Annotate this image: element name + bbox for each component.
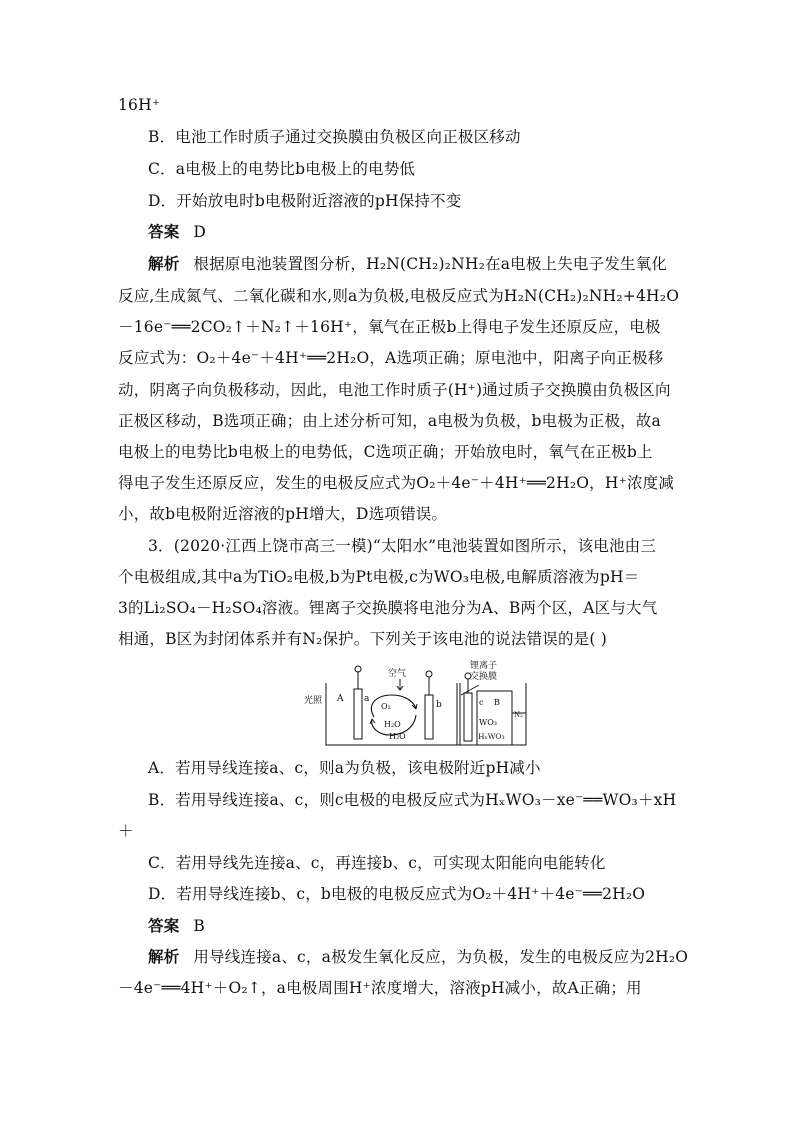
label-electrode-c: c — [479, 698, 484, 707]
explanation-label: 解析 — [148, 254, 180, 273]
label-hxwo3: HₓWO₃ — [478, 732, 505, 741]
option-b-continuation: ＋ — [118, 822, 134, 840]
explanation-text: 得电子发生还原反应，发生的电极反应式为O₂＋4e⁻＋4H⁺══2H₂O，H⁺浓度减 — [118, 474, 675, 492]
battery-diagram — [304, 659, 536, 749]
answer-value: B — [193, 917, 205, 935]
label-membrane-2: 交换膜 — [470, 672, 498, 682]
label-wo3: WO₃ — [479, 718, 497, 727]
answer-row — [148, 915, 708, 937]
answer-row — [148, 221, 708, 243]
label-electrode-a: a — [364, 694, 370, 704]
explanation-row — [148, 253, 708, 275]
explanation-text: 根据原电池装置图分析，H₂N(CH₂)₂NH₂在a电极上失电子发生氧化 — [193, 255, 668, 273]
answer-value: D — [193, 223, 207, 241]
label-zone-a: A — [337, 694, 344, 704]
option-c: C．若用导线先连接a、c，再连接b、c，可实现太阳能向电能转化 — [148, 854, 606, 872]
explanation-text: 电极上的电势比b电极上的电势低，C选项正确；开始放电时，氧气在正极b上 — [118, 443, 653, 461]
explanation-text: 动，阴离子向负极移动，因此，电池工作时质子(H⁺)通过质子交换膜由负极区向 — [118, 381, 671, 399]
explanation-text: 小，故b电极附近溶液的pH增大，D选项错误。 — [118, 505, 448, 523]
label-electrode-b: b — [436, 700, 442, 710]
explanation-text: 反应式为：O₂＋4e⁻＋4H⁺══2H₂O，A选项正确；原电池中，阳离子向正极移 — [118, 349, 664, 367]
option-b: B．电池工作时质子通过交换膜由负极区向正极区移动 — [148, 128, 521, 146]
explanation-row — [148, 946, 708, 968]
answer-label: 答案 — [148, 222, 180, 241]
label-h2o-2: H₂O — [389, 732, 406, 741]
question-3-text: 3．(2020·江西上饶市高三一模)“太阳水”电池装置如图所示，该电池由三 — [148, 537, 657, 555]
answer-label: 答案 — [148, 916, 180, 935]
explanation-text: 反应,生成氮气、二氧化碳和水,则a为负极,电极反应式为H₂N(CH₂)₂NH₂+4H₂O — [118, 287, 680, 305]
label-air: 空气 — [388, 669, 407, 679]
label-light: 光照 — [304, 696, 323, 706]
text-line: 16H⁺ — [118, 96, 161, 114]
explanation-text: －4e⁻══4H⁺＋O₂↑，a电极周围H⁺浓度增大，溶液pH减小，故A正确；用 — [118, 979, 642, 997]
label-n2: N₂ — [514, 711, 523, 719]
option-d: D．若用导线连接b、c，b电极的电极反应式为O₂＋4H⁺＋4e⁻══2H₂O — [148, 885, 646, 903]
explanation-label: 解析 — [148, 947, 180, 966]
option-b: B．若用导线连接a、c，则c电极的电极反应式为HₓWO₃－xe⁻══WO₃＋xH — [148, 791, 677, 809]
label-membrane-1: 锂离子 — [470, 661, 498, 671]
option-d: D．开始放电时b电极附近溶液的pH保持不变 — [148, 192, 462, 210]
option-a: A．若用导线连接a、c，则a为负极，该电极附近pH减小 — [148, 759, 541, 777]
explanation-text: 正极区移动，B选项正确；由上述分析可知，a电极为负极，b电极为正极，故a — [118, 412, 661, 430]
question-3-text: 3的Li₂SO₄－H₂SO₄溶液。锂离子交换膜将电池分为A、B两个区，A区与大气 — [118, 599, 658, 617]
explanation-text: 用导线连接a、c，a极发生氧化反应，为负极，发生的电极反应为2H₂O — [193, 948, 689, 966]
explanation-text: －16e⁻══2CO₂↑＋N₂↑＋16H⁺，氧气在正极b上得电子发生还原反应，电极 — [118, 318, 661, 336]
label-zone-b: B — [494, 698, 500, 707]
question-3-text: 相通，B区为封闭体系并有N₂保护。下列关于该电池的说法错误的是( ) — [118, 630, 607, 648]
option-c: C．a电极上的电势比b电极上的电势低 — [148, 160, 416, 178]
label-o2: O₂ — [381, 702, 391, 711]
label-h2o-1: H₂O — [384, 720, 401, 729]
question-3-text: 个电极组成,其中a为TiO₂电极,b为Pt电极,c为WO₃电极,电解质溶液为pH＝ — [118, 568, 640, 586]
